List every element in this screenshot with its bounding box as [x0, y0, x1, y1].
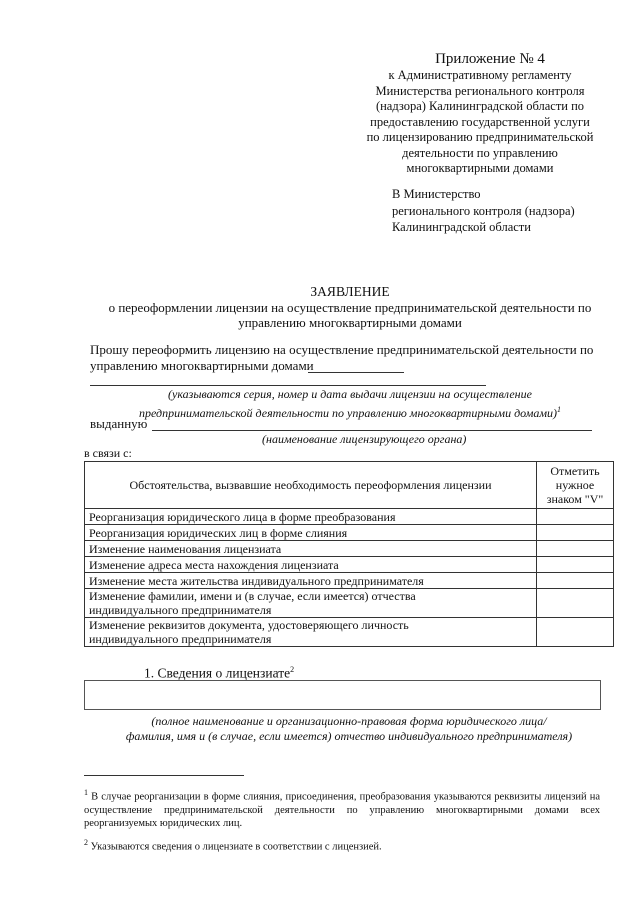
footnote-2: [84, 836, 600, 854]
table-row: [85, 541, 614, 557]
circumstance-text: [85, 618, 537, 647]
due-to-label: в связи с:: [84, 446, 132, 460]
appendix-line: (надзора) Калининградской области по: [375, 99, 585, 113]
circumstances-table: [84, 461, 614, 647]
recipient-line: регионального контроля (надзора): [392, 203, 575, 218]
request-line-1: Прошу переоформить лицензию на осуществление предпринимательской деятельности по: [90, 342, 594, 357]
footnote-ref: 1: [557, 405, 562, 414]
footnote-ref: 2: [290, 665, 295, 674]
caption-line: (указываются серия, номер и дата выдачи лицензии на осуществление: [168, 387, 532, 401]
footnote-text: В случае реорганизации в форме слияния, присоединения, преобразования указываются реквизиты лицензий на осуществление предпринимательской деятельности по управлению многоквартирными домами всех реорганизуемых юридических лиц.: [84, 791, 600, 829]
footnote-mark: 1: [84, 788, 88, 797]
table-row: [85, 573, 614, 589]
header-mark-line: нужное: [555, 478, 595, 492]
header-circumstances: Обстоятельства, вызвавшие необходимость переоформления лицензии: [85, 462, 537, 509]
circumstance-text: Реорганизация юридических лиц в форме слияния: [85, 525, 537, 541]
circumstance-line: индивидуального предпринимателя: [89, 603, 272, 617]
statement-subtitle: управлению многоквартирными домами: [238, 315, 462, 330]
recipient-line: Калининградской области: [392, 220, 531, 234]
header-mark-line: Отметить: [550, 464, 600, 478]
issued-label: выданную: [90, 416, 148, 431]
table-row: [85, 618, 614, 647]
recipient-line: В Министерство: [392, 187, 481, 201]
circumstance-text: [85, 589, 537, 618]
circumstance-text: Изменение наименования лицензиата: [85, 541, 537, 557]
appendix-line: деятельности по управлению: [402, 145, 558, 160]
mark-cell[interactable]: [537, 589, 614, 618]
appendix-title: Приложение № 4: [435, 51, 545, 67]
appendix-line: по лицензированию предпринимательской: [366, 130, 594, 144]
license-details-caption: [90, 387, 610, 421]
mark-cell[interactable]: [537, 541, 614, 557]
recipient-block: [392, 186, 622, 236]
appendix-line: многоквартирными домами: [406, 161, 554, 175]
header-mark: [537, 462, 614, 509]
appendix-header: [330, 50, 630, 177]
statement-subtitle: о переоформлении лицензии на осуществление предпринимательской деятельности по: [108, 299, 592, 315]
mark-cell[interactable]: [537, 509, 614, 525]
statement-title-block: [60, 284, 640, 331]
footnote-text: Указываются сведения о лицензиате в соответствии с лицензией.: [90, 841, 382, 853]
table-header-row: [85, 462, 614, 509]
caption-line: фамилия, имя и (в случае, если имеется) отчество индивидуального предпринимателя): [125, 729, 573, 743]
circumstance-text: Изменение места жительства индивидуального предпринимателя: [85, 573, 537, 589]
mark-cell[interactable]: [537, 525, 614, 541]
licensee-heading-text: 1. Сведения о лицензиате: [144, 665, 291, 681]
appendix-line: к Административному регламенту: [388, 68, 572, 82]
table-row: [85, 589, 614, 618]
header-mark-line: знаком "V": [546, 492, 604, 506]
table-row: [85, 557, 614, 573]
footnote-mark: 2: [84, 838, 88, 847]
issuing-authority-field[interactable]: [152, 430, 592, 431]
table-row: [85, 525, 614, 541]
statement-title: ЗАЯВЛЕНИЕ: [310, 284, 390, 299]
mark-cell[interactable]: [537, 557, 614, 573]
circumstance-line: Изменение фамилии, имени и (в случае, если имеется) отчества: [89, 589, 416, 603]
license-details-field[interactable]: [90, 385, 486, 386]
caption-line: предпринимательской деятельности по управлению многоквартирными домами): [138, 406, 558, 420]
footnote-1: [84, 786, 600, 830]
issuing-authority-caption: (наименование лицензирующего органа): [262, 432, 467, 446]
request-line-2: управлению многоквартирными домами: [90, 358, 314, 373]
table-row: [85, 509, 614, 525]
footnote-separator: [84, 775, 244, 776]
circumstance-text: Реорганизация юридического лица в форме преобразования: [85, 509, 537, 525]
license-number-field[interactable]: [308, 372, 404, 373]
mark-cell[interactable]: [537, 573, 614, 589]
circumstance-line: индивидуального предпринимателя: [89, 632, 272, 646]
licensee-name-field[interactable]: [84, 680, 601, 710]
licensee-heading: [144, 662, 294, 682]
mark-cell[interactable]: [537, 618, 614, 647]
circumstance-line: Изменение реквизитов документа, удостоверяющего личность: [89, 618, 409, 632]
appendix-line: предоставлению государственной услуги: [370, 114, 590, 129]
circumstance-text: Изменение адреса места нахождения лицензиата: [85, 557, 537, 573]
appendix-line: Министерства регионального контроля: [375, 83, 585, 98]
licensee-caption: [84, 714, 614, 744]
caption-line: (полное наименование и организационно-правовая форма юридического лица/: [151, 714, 547, 728]
